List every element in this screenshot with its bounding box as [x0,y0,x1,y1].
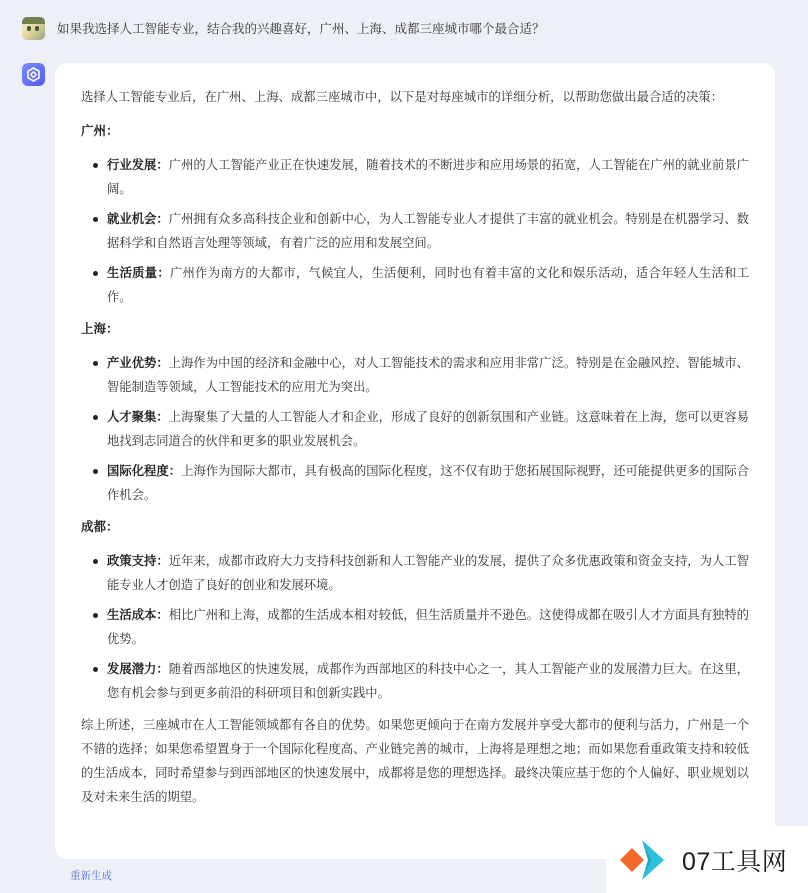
assistant-logo-icon [22,63,45,86]
regenerate-button[interactable]: 重新生成 [70,870,112,882]
point-list [93,351,749,507]
watermark-logo-icon [618,836,674,884]
list-item [93,405,749,453]
city-title: 成都： [81,519,119,534]
point-text: 近年来，成都市政府大力支持科技创新和人工智能产业的发展，提供了众多优惠政策和资金支持，为人工智能专业人才创造了良好的创业和发展环境。 [107,554,749,592]
city-title: 上海： [81,321,119,336]
city-title: 广州： [81,123,119,138]
point-title: 行业发展： [107,158,169,172]
user-avatar-icon [22,17,45,40]
point-title: 发展潜力： [107,662,169,676]
point-text: 广州的人工智能产业正在快速发展，随着技术的不断进步和应用场景的拓宽，人工智能在广州的就业前景广阔。 [107,158,749,196]
point-text: 随着西部地区的快速发展，成都作为西部地区的科技中心之一，其人工智能产业的发展潜力巨大。在这里，您有机会参与到更多前沿的科研项目和创新实践中。 [107,662,749,700]
point-list [93,549,749,705]
list-item [93,549,749,597]
point-text: 上海作为中国的经济和金融中心，对人工智能技术的需求和应用非常广泛。特别是在金融风控、智能城市、智能制造等领域，人工智能技术的应用尤为突出。 [107,356,749,394]
point-text: 相比广州和上海，成都的生活成本相对较低，但生活质量并不逊色。这使得成都在吸引人才方面具有独特的优势。 [107,608,749,646]
city-section-shanghai [81,317,749,507]
point-text: 广州拥有众多高科技企业和创新中心，为人工智能专业人才提供了丰富的就业机会。特别是在机器学习、数据科学和自然语言处理等领域，有着广泛的应用和发展空间。 [107,212,749,250]
assistant-answer-card [55,63,775,859]
point-title: 生活质量： [107,266,170,280]
point-title: 政策支持： [107,554,169,568]
answer-summary: 综上所述，三座城市在人工智能领域都有各自的优势。如果您更倾向于在南方发展并享受大都市的便利与活力，广州是一个不错的选择；如果您希望置身于一个国际化程度高、产业链完善的城市，上海将是理想之地；而如果您看重政策支持和较低的生活成本，同时希望参与到西部地区的快速发展中，成都将是您的理想选择。最终决策应基于您的个人偏好、职业规划以及对未来生活的期望。 [81,718,749,804]
list-item [93,261,749,309]
city-section-chengdu [81,515,749,705]
watermark [606,826,808,893]
point-title: 就业机会： [107,212,169,226]
list-item [93,207,749,255]
user-message [22,15,788,41]
city-section-guangzhou [81,119,749,309]
list-item [93,603,749,651]
list-item [93,153,749,201]
list-item [93,657,749,705]
point-title: 国际化程度： [107,464,182,478]
answer-intro: 选择人工智能专业后，在广州、上海、成都三座城市中，以下是对每座城市的详细分析，以帮助您做出最合适的决策： [81,90,724,104]
user-question-text: 如果我选择人工智能专业，结合我的兴趣喜好，广州、上海、成都三座城市哪个最合适？ [57,21,545,36]
point-text: 上海聚集了大量的人工智能人才和企业，形成了良好的创新氛围和产业链。这意味着在上海，您可以更容易地找到志同道合的伙伴和更多的职业发展机会。 [107,410,749,448]
watermark-text: 07工具网 [682,847,788,876]
list-item [93,351,749,399]
point-text: 广州作为南方的大都市，气候宜人，生活便利，同时也有着丰富的文化和娱乐活动，适合年轻人生活和工作。 [107,266,749,304]
assistant-hexagon-icon [26,67,41,82]
point-text: 上海作为国际大都市，具有极高的国际化程度，这不仅有助于您拓展国际视野，还可能提供更多的国际合作机会。 [107,464,749,502]
point-list [93,153,749,309]
point-title: 人才聚集： [107,410,169,424]
point-title: 生活成本： [107,608,169,622]
list-item [93,459,749,507]
point-title: 产业优势： [107,356,169,370]
